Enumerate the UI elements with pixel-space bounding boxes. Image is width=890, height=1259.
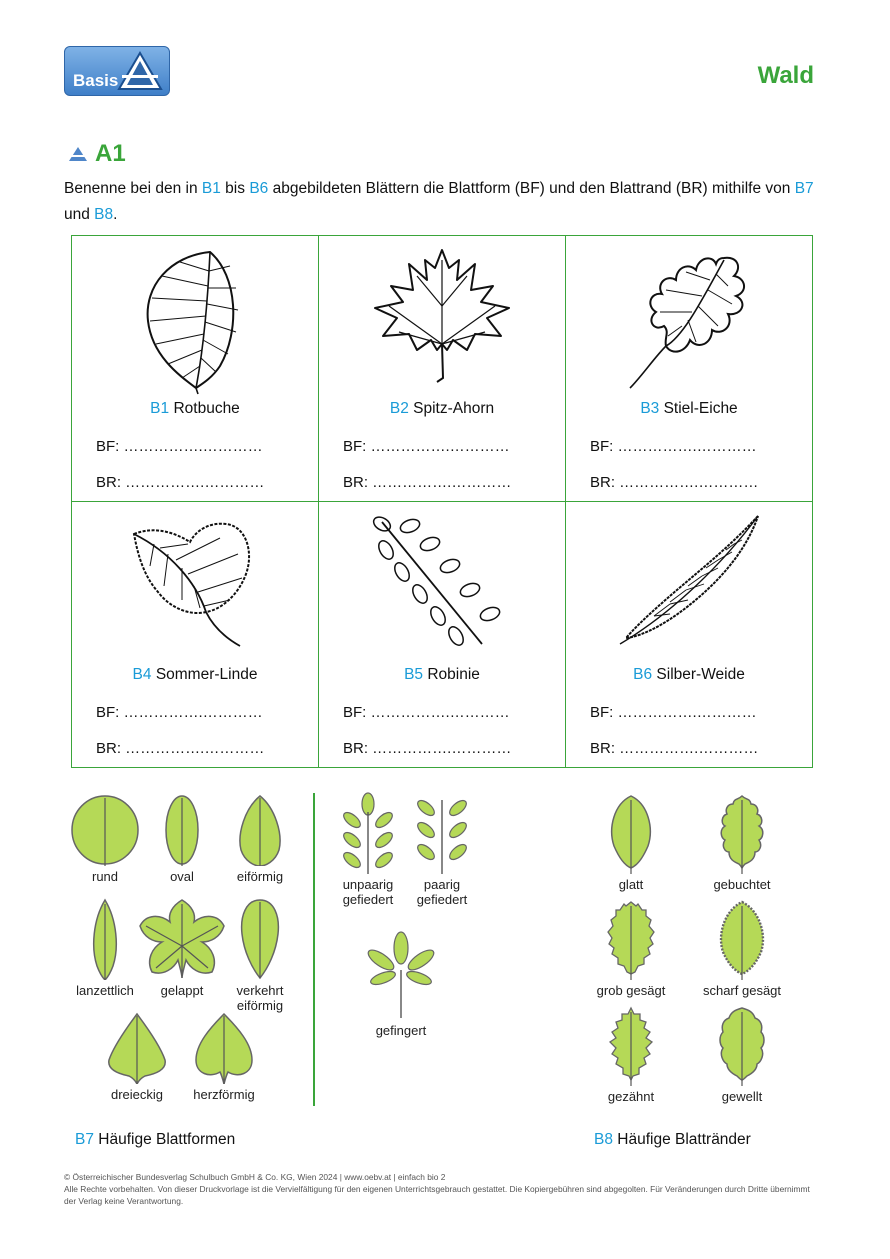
stiel-eiche-leaf-icon bbox=[624, 246, 754, 396]
gezaehnt-leaf-icon bbox=[606, 1006, 656, 1086]
logo-triangle-icon bbox=[117, 51, 163, 91]
rand-gewellt: gewellt bbox=[708, 1006, 776, 1104]
form-herzfoermig: herzförmig bbox=[186, 1012, 262, 1102]
figure-caption-b8: B8 Häufige Blattränder bbox=[594, 1131, 751, 1148]
leaf-caption-b6: B6 Silber-Weide bbox=[633, 666, 745, 683]
leaf-cell-spitz-ahorn bbox=[319, 236, 566, 502]
basis-logo bbox=[64, 46, 170, 96]
rotbuche-leaf-icon bbox=[140, 246, 250, 396]
leaf-caption-b5: B5 Robinie bbox=[404, 666, 480, 683]
dreieckig-leaf-icon bbox=[105, 1012, 169, 1084]
scharf-gesaegt-leaf-icon bbox=[717, 900, 767, 980]
leaf-cell-silber-weide bbox=[566, 502, 812, 767]
silber-weide-leaf-icon bbox=[614, 512, 764, 652]
footer-copyright: © Österreichischer Bundesverlag Schulbuch GmbH & Co. KG, Wien 2024 | www.oebv.at | einfach bio 2 bbox=[64, 1172, 446, 1182]
footer-rights: Alle Rechte vorbehalten. Von dieser Druckvorlage ist die Vervielfältigung für den eigenen Unterrichtsgebrauch gestattet. Die Kopiergebühren sind abgegolten. Für Veränderungen durch Dritte übernimmt der Verlag keine Verantwortung. bbox=[64, 1184, 810, 1206]
br-answer-line[interactable]: BR: …………….………… bbox=[343, 474, 512, 491]
verkehrt-eifoermig-leaf-icon bbox=[240, 898, 280, 980]
form-unpaarig-gefiedert: unpaarig gefiedert bbox=[336, 792, 400, 907]
glatt-leaf-icon bbox=[606, 794, 656, 874]
leaf-cell-stiel-eiche bbox=[566, 236, 812, 502]
gewellt-leaf-icon bbox=[717, 1006, 767, 1086]
leaf-cell-robinie bbox=[319, 502, 566, 767]
paarig-gefiedert-leaf-icon bbox=[412, 792, 472, 874]
eifoermig-leaf-icon bbox=[235, 794, 285, 866]
leaf-caption-b2: B2 Spitz-Ahorn bbox=[389, 400, 495, 417]
task-instruction: Benenne bei den in B1 bis B6 abgebildeten Blättern die Blattform (BF) und den Blattrand (BR) mithilfe von B7 und B8. bbox=[64, 180, 814, 223]
br-answer-line[interactable]: BR: …………….………… bbox=[343, 740, 512, 757]
bf-answer-line[interactable]: BF: …………….………… bbox=[343, 438, 510, 455]
robinie-leaf-icon bbox=[372, 512, 512, 652]
rand-gezaehnt: gezähnt bbox=[598, 1006, 664, 1104]
leaf-caption-b1: B1 Rotbuche bbox=[150, 400, 240, 417]
rand-scharf-gesaegt: scharf gesägt bbox=[700, 900, 784, 998]
gebuchtet-leaf-icon bbox=[715, 794, 769, 874]
gefingert-leaf-icon bbox=[365, 930, 437, 1020]
section-divider bbox=[313, 793, 315, 1106]
form-rund: rund bbox=[66, 794, 144, 884]
form-eifoermig: eiförmig bbox=[228, 794, 292, 884]
form-gefingert: gefingert bbox=[356, 930, 446, 1038]
lanzettlich-leaf-icon bbox=[89, 898, 121, 980]
bf-answer-line[interactable]: BF: …………….………… bbox=[590, 438, 757, 455]
task-label: A1 bbox=[95, 140, 126, 167]
leaf-caption-b4: B4 Sommer-Linde bbox=[132, 666, 258, 683]
sommer-linde-leaf-icon bbox=[130, 512, 260, 652]
br-answer-line[interactable]: BR: …………….………… bbox=[96, 740, 265, 757]
rand-glatt: glatt bbox=[598, 794, 664, 892]
form-paarig-gefiedert: paarig gefiedert bbox=[410, 792, 474, 907]
br-answer-line[interactable]: BR: …………….………… bbox=[590, 474, 759, 491]
form-dreieckig: dreieckig bbox=[102, 1012, 172, 1102]
leaf-grid bbox=[71, 235, 813, 768]
rand-gebuchtet: gebuchtet bbox=[704, 794, 780, 892]
form-gelappt: gelappt bbox=[136, 898, 228, 998]
bf-answer-line[interactable]: BF: …………….………… bbox=[96, 438, 263, 455]
leaf-cell-rotbuche bbox=[72, 236, 319, 502]
rand-grob-gesaegt: grob gesägt bbox=[596, 900, 666, 998]
oval-leaf-icon bbox=[164, 794, 200, 866]
leaf-cell-sommer-linde bbox=[72, 502, 319, 767]
footer bbox=[64, 1171, 824, 1207]
chapter-title: Wald bbox=[757, 62, 814, 89]
bf-answer-line[interactable]: BF: …………….………… bbox=[590, 704, 757, 721]
bf-answer-line[interactable]: BF: …………….………… bbox=[96, 704, 263, 721]
form-oval: oval bbox=[160, 794, 204, 884]
logo-text: Basis bbox=[73, 71, 119, 90]
form-verkehrt-eifoermig: verkehrt eiförmig bbox=[226, 898, 294, 1013]
spitz-ahorn-leaf-icon bbox=[367, 246, 517, 396]
br-answer-line[interactable]: BR: …………….………… bbox=[96, 474, 265, 491]
unpaarig-gefiedert-leaf-icon bbox=[338, 792, 398, 874]
form-lanzettlich: lanzettlich bbox=[72, 898, 138, 998]
task-level-icon bbox=[68, 146, 88, 162]
rund-leaf-icon bbox=[70, 794, 140, 866]
figure-caption-b7: B7 Häufige Blattformen bbox=[75, 1131, 236, 1148]
herzfoermig-leaf-icon bbox=[192, 1012, 256, 1084]
br-answer-line[interactable]: BR: …………….………… bbox=[590, 740, 759, 757]
leaf-caption-b3: B3 Stiel-Eiche bbox=[640, 400, 738, 417]
grob-gesaegt-leaf-icon bbox=[606, 900, 656, 980]
bf-answer-line[interactable]: BF: …………….………… bbox=[343, 704, 510, 721]
gelappt-leaf-icon bbox=[138, 898, 226, 980]
